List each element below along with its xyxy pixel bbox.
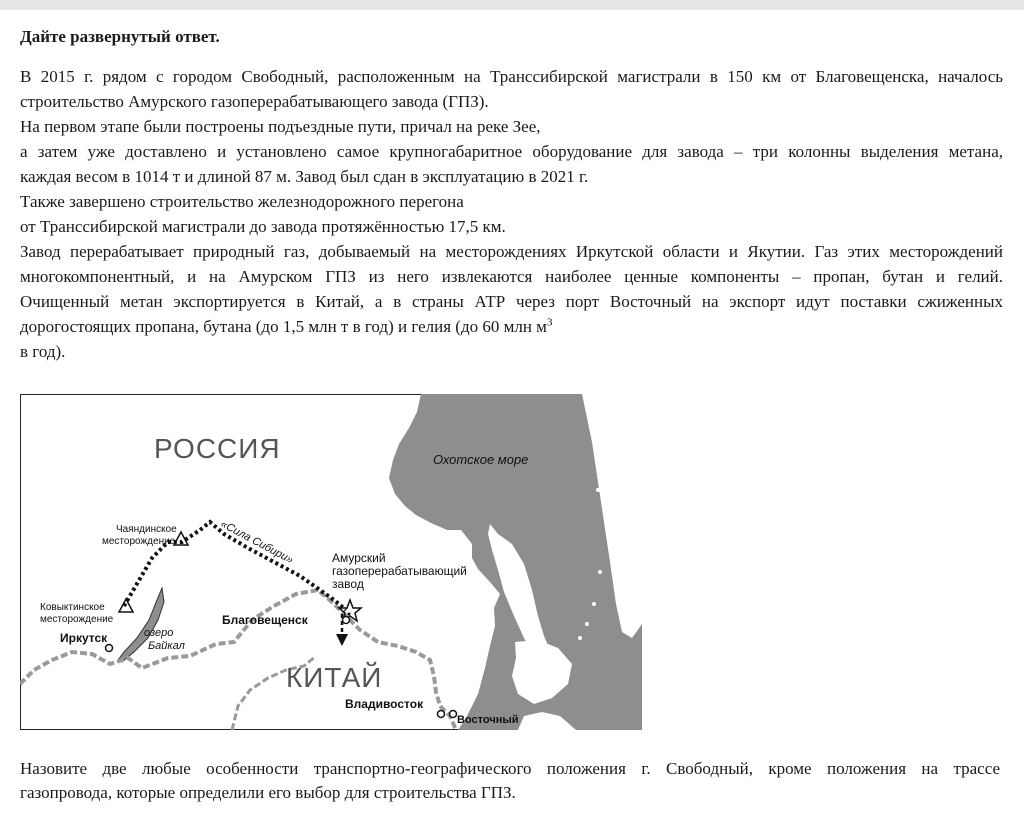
label-plant-1: Амурский (332, 551, 386, 565)
question-line: Назовите две любые особенности транспортно-географического положения г. Свободный, кроме положения на трассе (20, 759, 1000, 778)
question-line: газопровода, которые определили его выбор для строительства ГПЗ. (20, 783, 516, 802)
island-dot (412, 518, 416, 522)
plant-dot (348, 613, 351, 616)
kuril-dot (592, 602, 596, 606)
text-line: каждая весом в 1014 т и длиной 87 м. Завод был сдан в эксплуатацию в 2021 г. (20, 167, 589, 186)
label-vostochny: Восточный (457, 714, 519, 726)
label-vladivostok: Владивосток (345, 697, 424, 711)
text-line: На первом этапе были построены подъездные пути, причал на реке Зее, (20, 117, 541, 136)
label-lake-1: озеро (144, 627, 174, 639)
top-bar (0, 0, 1024, 10)
kuril-dot (596, 488, 600, 492)
text-line: Завод перерабатывает природный газ, добываемый на месторождениях Иркутской области и Якутии. Газ этих месторождений (20, 242, 1003, 261)
label-russia: РОССИЯ (154, 433, 281, 464)
label-china: КИТАЙ (286, 662, 383, 693)
superscript-3: 3 (546, 316, 553, 329)
kuril-dot (585, 622, 589, 626)
label-plant-3: завод (332, 577, 364, 591)
text-line: многокомпонентный, и на Амурском ГПЗ из него извлекаются наиболее ценные компоненты – пропан, бутан и гелий. (20, 267, 1003, 286)
label-kovykta-2: месторождение (40, 614, 114, 625)
text-line: строительство Амурского газоперерабатывающего завода (ГПЗ). (20, 92, 489, 111)
kuril-dot (578, 636, 582, 640)
text-line (20, 314, 1003, 339)
map-figure (20, 394, 642, 730)
text-line: от Транссибирской магистрали до завода протяжённостью 17,5 км. (20, 217, 506, 236)
question-text (20, 757, 1000, 805)
vostochny-marker (450, 711, 457, 718)
text-line: а затем уже доставлено и установлено самое крупногабаритное оборудование для завода – три колонны выделения метана, (20, 142, 1003, 161)
label-plant-2: газоперерабатывающий (332, 564, 467, 578)
text-line: Очищенный метан экспортируется в Китай, а в страны АТР через порт Восточный на экспорт идут поставки сжиженных (20, 292, 1003, 311)
task-text (20, 64, 1003, 364)
label-blagoveshchensk: Благовещенск (222, 613, 308, 627)
label-sea: Охотское море (433, 452, 529, 467)
text-line: в год). (20, 342, 66, 361)
text-line: В 2015 г. рядом с городом Свободный, расположенным на Транссибирской магистрали в 150 км от Благовещенска, началось (20, 67, 1003, 86)
task-heading: Дайте развернутый ответ. (20, 27, 220, 46)
island-dot (403, 511, 409, 517)
label-chayanda-2: месторождение (102, 536, 176, 547)
text-line-main: дорогостоящих пропана, бутана (до 1,5 млн т в год) и гелия (до 60 млн м (20, 317, 547, 336)
irkutsk-marker (106, 645, 113, 652)
label-chayanda-1: Чаяндинское (116, 524, 177, 535)
blagoveshchensk-marker (343, 617, 350, 624)
label-kovykta-1: Ковыктинское (40, 602, 105, 613)
label-irkutsk: Иркутск (60, 631, 108, 645)
task-content (20, 24, 1003, 364)
label-pipeline: «Сила Сибири» (218, 518, 296, 567)
text-line: Также завершено строительство железнодорожного перегона (20, 192, 464, 211)
kuril-dot (598, 570, 602, 574)
map-svg (20, 394, 642, 730)
vladivostok-marker (438, 711, 445, 718)
label-lake-2: Байкал (148, 640, 185, 652)
